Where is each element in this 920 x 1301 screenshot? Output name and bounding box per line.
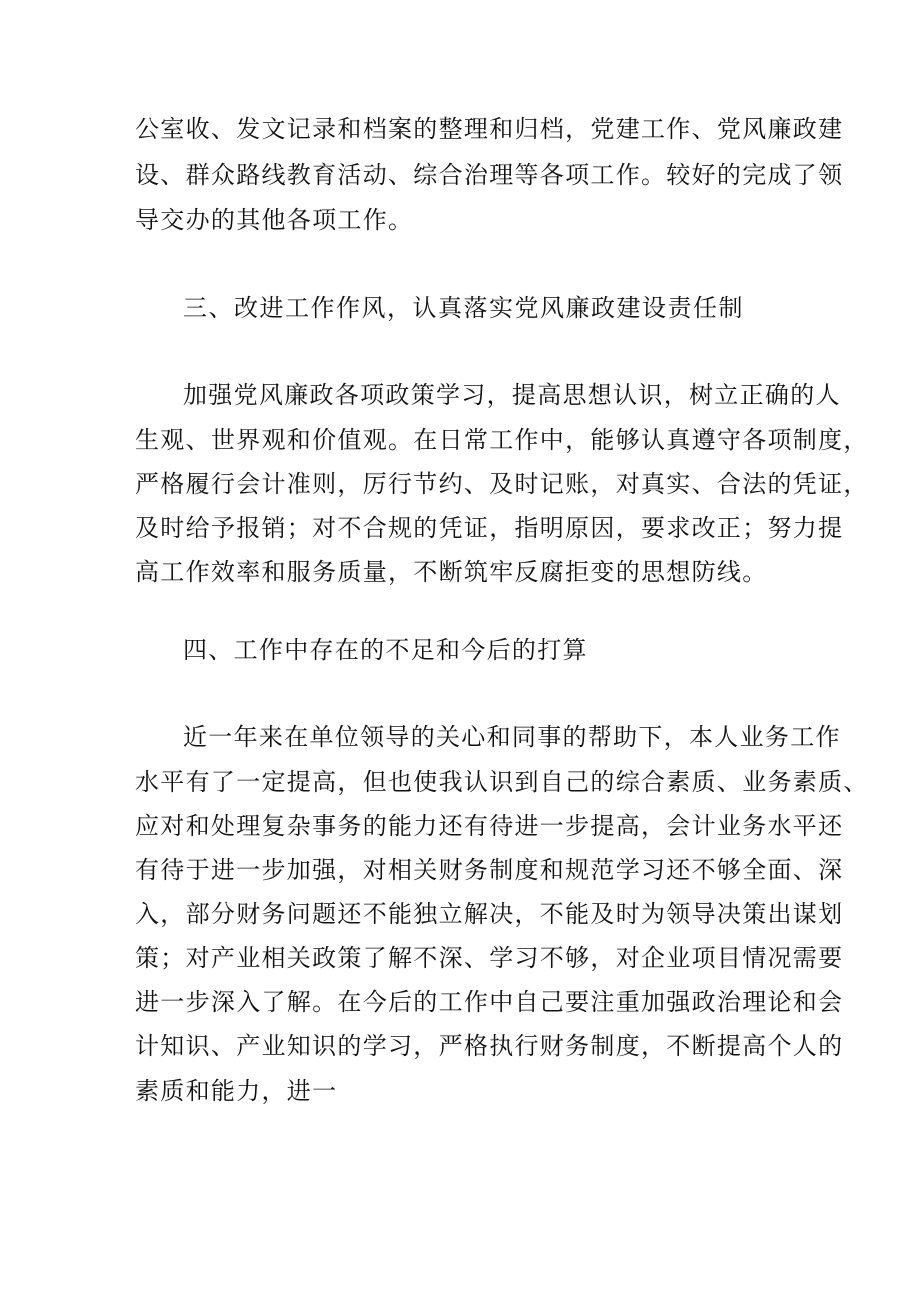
text-line: 加强党风廉政各项政策学习，提高思想认识，树立正确的人 [183, 381, 841, 409]
text-line: 导交办的其他各项工作。 [135, 206, 414, 234]
text-line: 及时给予报销；对不合规的凭证，指明原因，要求改正；努力提 [135, 514, 844, 542]
text-line: 公室收、发文记录和档案的整理和归档，党建工作、党风廉政建 [135, 115, 844, 143]
text-line: 高工作效率和服务质量，不断筑牢反腐拒变的思想防线。 [135, 558, 768, 586]
text-line: 策；对产业相关政策了解不深、学习不够，对企业项目情况需要 [135, 944, 844, 972]
section-four-heading: 四、工作中存在的不足和今后的打算 [183, 636, 588, 664]
text-line: 计知识、产业知识的学习，严格执行财务制度，不断提高个人的 [135, 1032, 844, 1060]
text-line: 进一步深入了解。在今后的工作中自己要注重加强政治理论和会 [135, 988, 844, 1016]
text-line: 素质和能力，进一 [135, 1077, 338, 1105]
text-line: 水平有了一定提高，但也使我认识到自己的综合素质、业务素质、 [135, 768, 869, 796]
text-line: 生观、世界观和价值观。在日常工作中，能够认真遵守各项制度， [135, 426, 869, 454]
text-line: 入，部分财务问题还不能独立解决，不能及时为领导决策出谋划 [135, 900, 844, 928]
text-line: 设、群众路线教育活动、综合治理等各项工作。较好的完成了领 [135, 161, 844, 189]
text-line: 近一年来在单位领导的关心和同事的帮助下，本人业务工作 [183, 723, 841, 751]
text-line: 有待于进一步加强，对相关财务制度和规范学习还不够全面、深 [135, 856, 844, 884]
section-three-heading: 三、改进工作作风，认真落实党风廉政建设责任制 [183, 294, 744, 322]
text-line: 严格履行会计准则，厉行节约、及时记账，对真实、合法的凭证， [135, 470, 869, 498]
text-line: 应对和处理复杂事务的能力还有待进一步提高，会计业务水平还 [135, 812, 844, 840]
